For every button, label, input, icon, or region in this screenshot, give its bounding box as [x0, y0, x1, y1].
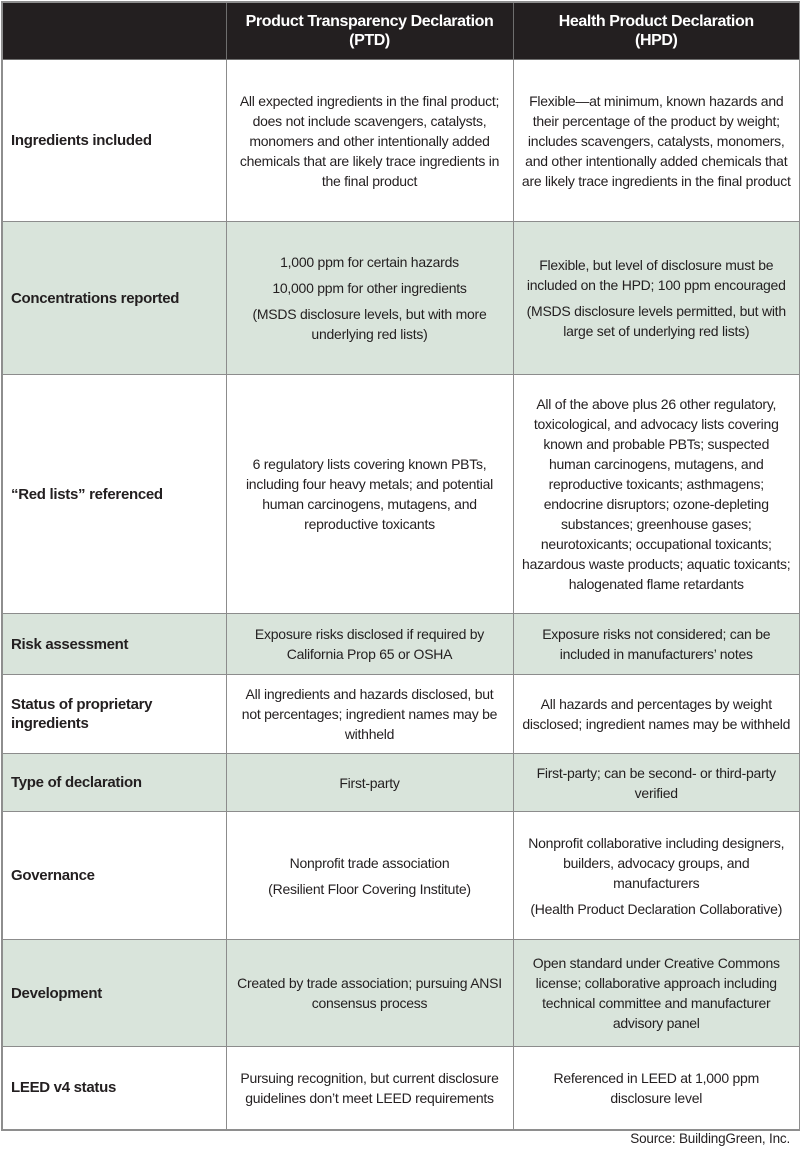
cell-hpd	[513, 60, 800, 222]
row-label: Type of declaration	[2, 754, 226, 812]
header-hpd	[513, 2, 800, 60]
cell-ptd	[226, 675, 513, 754]
cell-ptd-text: (Resilient Floor Covering Institute)	[268, 880, 471, 897]
cell-hpd	[513, 222, 800, 375]
header-ptd	[226, 2, 513, 60]
table-row	[2, 614, 800, 675]
cell-hpd-text: All hazards and percentages by weight disclosed; ingredient names may be withheld	[522, 696, 791, 732]
cell-hpd-text: Open standard under Creative Commons license; collaborative approach including technical committee and manufacturer advisory panel	[532, 955, 780, 1031]
table-row	[2, 812, 800, 940]
cell-ptd-text: 10,000 ppm for other ingredients	[272, 280, 467, 296]
table-row	[2, 375, 800, 614]
row-label: Risk assessment	[2, 614, 226, 675]
row-label: Governance	[2, 812, 226, 940]
row-label: Development	[2, 940, 226, 1047]
table-row	[2, 940, 800, 1047]
cell-ptd-text: Exposure risks disclosed if required by California Prop 65 or OSHA	[254, 626, 485, 662]
cell-ptd-text: Created by trade association; pursuing ANSI consensus process	[237, 975, 502, 1011]
row-label: Ingredients included	[2, 60, 226, 222]
cell-hpd-text: Referenced in LEED at 1,000 ppm disclosure level	[553, 1069, 759, 1106]
cell-hpd	[513, 754, 800, 812]
cell-hpd	[513, 1047, 800, 1130]
table-row	[2, 222, 800, 375]
row-label: Concentrations reported	[2, 222, 226, 375]
row-label: Status of proprietary ingredients	[2, 675, 226, 754]
header-row	[2, 2, 800, 60]
cell-hpd-text: First-party; can be second- or third-party verified	[536, 764, 776, 801]
cell-hpd	[513, 812, 800, 940]
cell-hpd	[513, 375, 800, 614]
cell-ptd-text: All ingredients and hazards disclosed, but not percentages; ingredient names may be withheld	[241, 686, 498, 742]
cell-ptd-text: Nonprofit trade association	[289, 854, 450, 871]
cell-ptd	[226, 375, 513, 614]
cell-hpd-text: Nonprofit collaborative including designers, builders, advocacy groups, and manufacturers	[528, 834, 785, 891]
cell-ptd-text: (MSDS disclosure levels, but with more underlying red lists)	[252, 306, 487, 342]
source-caption: Source: BuildingGreen, Inc.	[630, 1131, 790, 1146]
cell-hpd	[513, 614, 800, 675]
header-hpd-text: Health Product Declaration (HPD)	[558, 13, 754, 49]
comparison-table	[1, 1, 800, 1131]
table-row	[2, 754, 800, 812]
cell-hpd-text: (Health Product Declaration Collaborative)	[530, 900, 783, 917]
cell-hpd-text: All of the above plus 26 other regulatory, toxicological, and advocacy lists covering known and probable PBTs; suspected human carcinogens, mutagens, and reproductive toxicants; asthmagens; endocrine disruptors; ozone-depleting substances; greenhouse gases; neurotoxicants; occupational toxicants; hazardous waste products; aquatic toxicants; halogenated flame retardants	[522, 396, 791, 592]
cell-ptd	[226, 1047, 513, 1130]
cell-ptd-text: 1,000 ppm for certain hazards	[280, 254, 459, 270]
cell-hpd	[513, 940, 800, 1047]
cell-ptd	[226, 754, 513, 812]
cell-hpd-text: (MSDS disclosure levels permitted, but with large set of underlying red lists)	[526, 303, 786, 339]
row-label: LEED v4 status	[2, 1047, 226, 1130]
cell-ptd-text: First-party	[339, 774, 400, 791]
cell-ptd	[226, 812, 513, 940]
table-row	[2, 1047, 800, 1130]
cell-ptd	[226, 614, 513, 675]
cell-hpd-text: Flexible, but level of disclosure must be included on the HPD; 100 ppm encouraged	[526, 257, 786, 293]
cell-ptd	[226, 940, 513, 1047]
cell-ptd-text: All expected ingredients in the final product; does not include scavengers, catalysts, monomers and other intentionally added chemicals that are likely trace ingredients in the final product	[239, 92, 500, 189]
cell-hpd-text: Exposure risks not considered; can be included in manufacturers’ notes	[542, 626, 771, 662]
header-corner	[2, 2, 226, 60]
cell-ptd-text: 6 regulatory lists covering known PBTs, including four heavy metals; and potential human carcinogens, mutagens, and reproductive toxicants	[245, 456, 494, 532]
cell-ptd	[226, 60, 513, 222]
table-body	[2, 60, 800, 1130]
cell-ptd-text: Pursuing recognition, but current disclosure guidelines don’t meet LEED requirements	[240, 1069, 499, 1106]
header-ptd-text: Product Transparency Declaration (PTD)	[245, 13, 494, 49]
table-row	[2, 60, 800, 222]
cell-ptd	[226, 222, 513, 375]
cell-hpd	[513, 675, 800, 754]
row-label: “Red lists” referenced	[2, 375, 226, 614]
cell-hpd-text: Flexible—at minimum, known hazards and their percentage of the product by weight; includes scavengers, catalysts, monomers, and other intentionally added chemicals that are likely trace ingredients in the final product	[521, 92, 791, 189]
table-row	[2, 675, 800, 754]
